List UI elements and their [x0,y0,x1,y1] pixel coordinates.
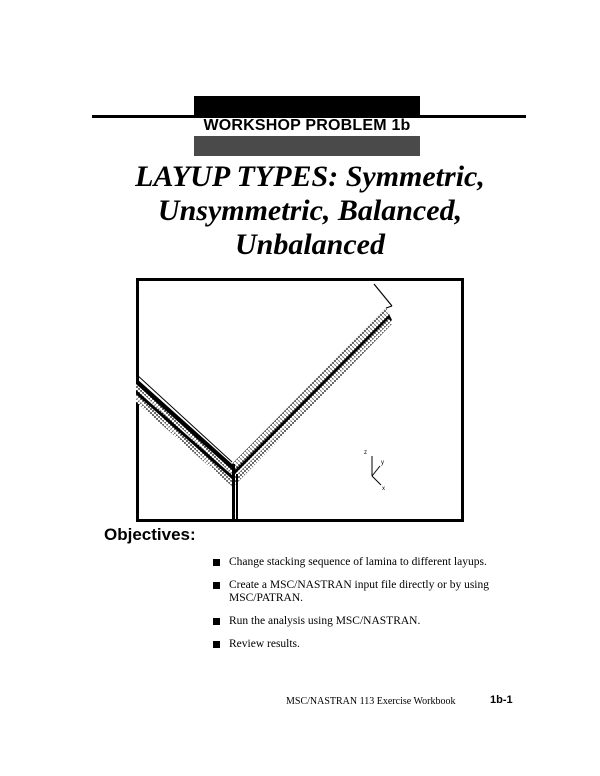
list-item [213,556,533,569]
title-line-3: Unbalanced [235,228,385,261]
list-item [213,579,533,605]
list-item [213,638,533,651]
footer-workbook-title: MSC/NASTRAN 113 Exercise Workbook [286,696,456,707]
objective-text: Review results. [229,638,300,650]
objective-text-continued: MSC/PATRAN. [229,592,304,604]
axis-label-y: y [381,460,384,466]
layup-figure [136,278,464,522]
axis-label-x: x [382,486,385,492]
footer-page-number: 1b-1 [490,694,513,706]
bullet-square-icon [213,582,220,589]
header-grey-bar [194,136,420,156]
title-line-2: Unsymmetric, Balanced, [157,194,463,227]
page-title [60,160,560,262]
bullet-square-icon [213,559,220,566]
axis-label-z: z [364,450,367,456]
bullet-square-icon [213,618,220,625]
objective-text: Run the analysis using MSC/NASTRAN. [229,615,421,627]
objective-text: Create a MSC/NASTRAN input file directly or by using [229,579,489,591]
objective-text: Change stacking sequence of lamina to different layups. [229,556,487,568]
title-line-1: LAYUP TYPES: Symmetric, [135,160,485,193]
bullet-square-icon [213,641,220,648]
objectives-list [213,556,533,661]
objectives-heading: Objectives: [104,525,196,544]
header-black-bar [194,96,420,116]
list-item [213,615,533,628]
workshop-label: WORKSHOP PROBLEM 1b [203,117,411,134]
